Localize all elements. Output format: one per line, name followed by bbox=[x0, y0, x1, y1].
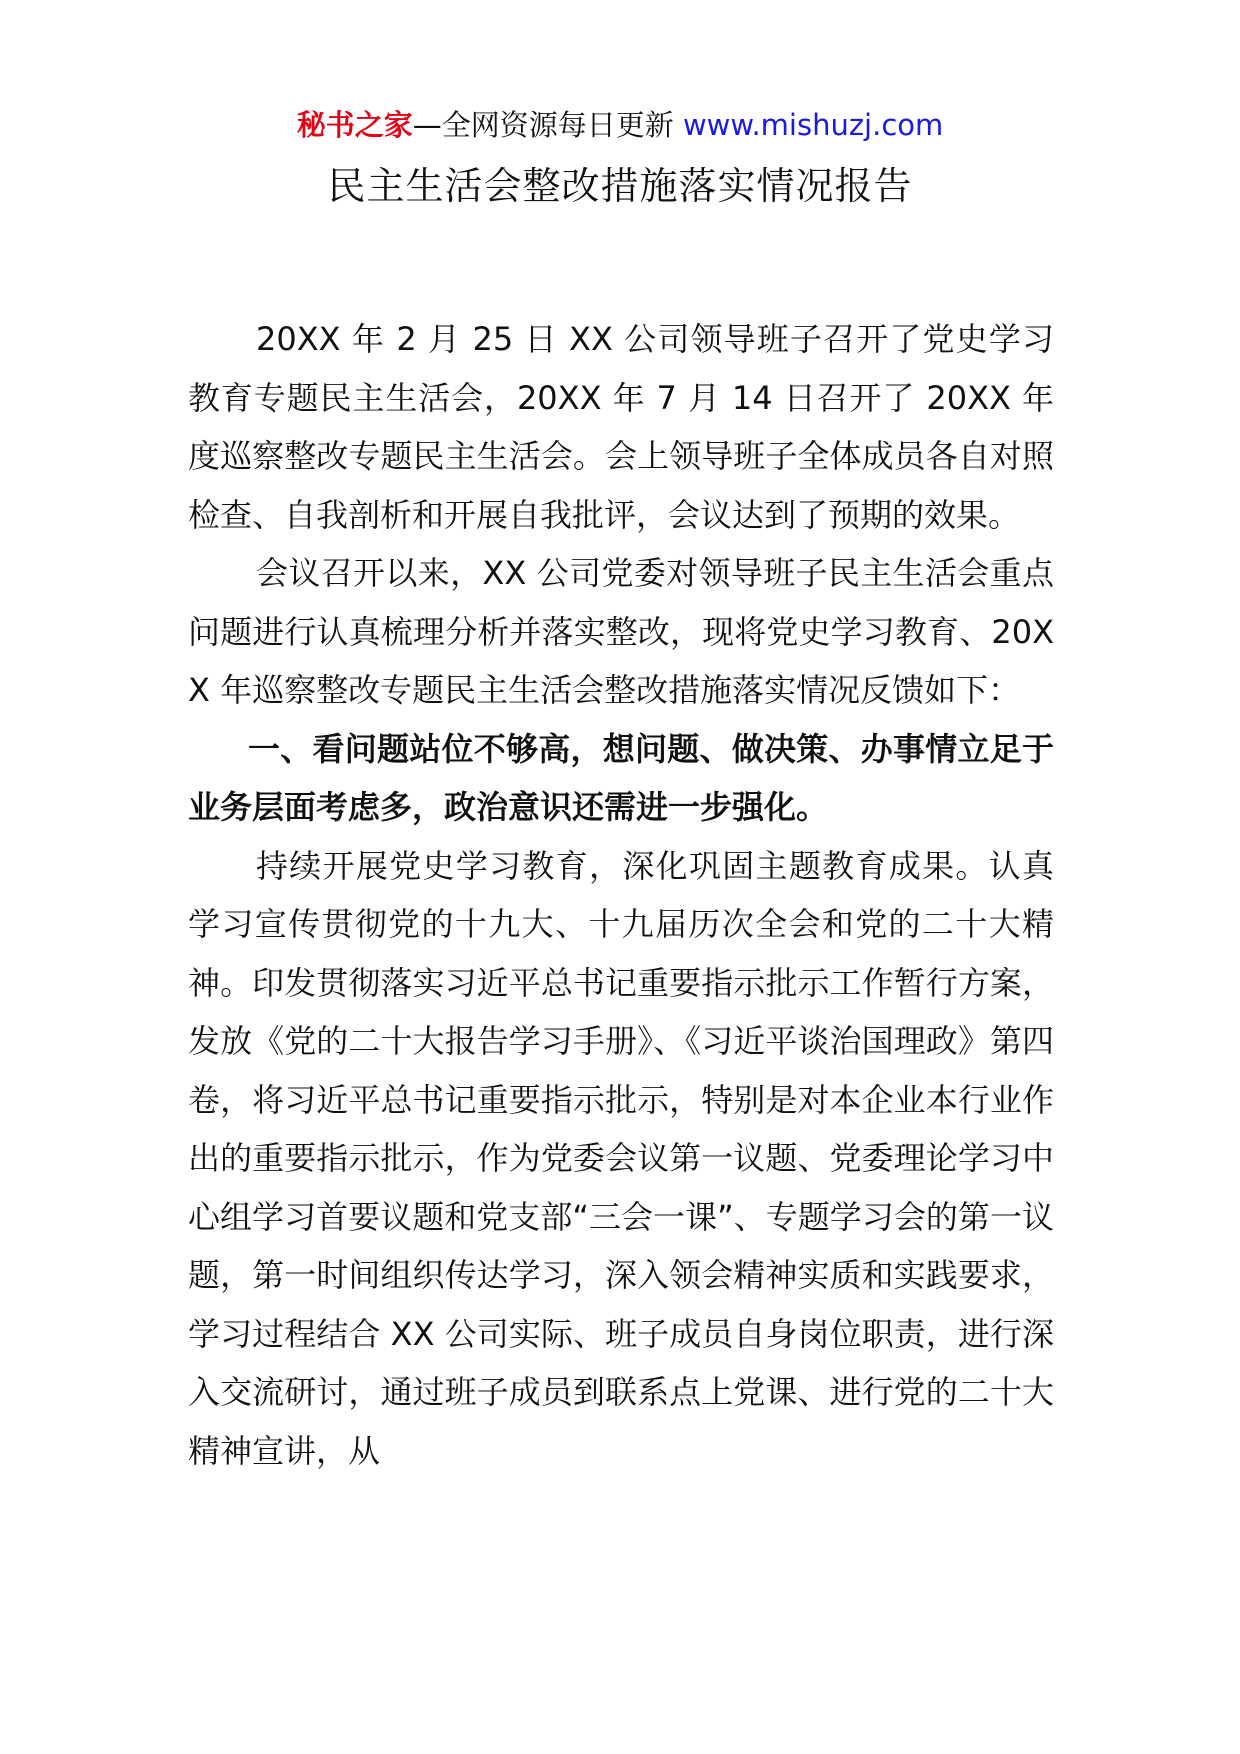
document-body bbox=[188, 310, 1054, 1480]
paragraph-overview: 会议召开以来，XX 公司党委对领导班子民主生活会重点问题进行认真梳理分析并落实整改，现将党史学习教育、20XX 年巡察整改专题民主生活会整改措施落实情况反馈如下： bbox=[188, 554, 1054, 709]
section-heading-1: 一、看问题站位不够高，想问题、做决策、办事情立足于业务层面考虑多，政治意识还需进一步强化。 bbox=[188, 729, 1054, 826]
document-title: 民主生活会整改措施落实情况报告 bbox=[327, 164, 913, 208]
paragraph-section-1: 持续开展党史学习教育，深化巩固主题教育成果。认真学习宣传贯彻党的十九大、十九届历次全会和党的二十大精神。印发贯彻落实习近平总书记重要指示批示工作暂行方案，发放《党的二十大报告学习手册》、《习近平谈治国理政》第四卷，将习近平总书记重要指示批示，特别是对本企业本行业作出的重要指示批示，作为党委会议第一议题、党委理论学习中心组学习首要议题和党支部“三会一课”、专题学习会的第一议题，第一时间组织传达学习，深入领会精神实质和实践要求，学习过程结合 XX 公司实际、班子成员自身岗位职责，进行深入交流研讨，通过班子成员到联系点上党课、进行党的二十大精神宣讲，从 bbox=[188, 846, 1054, 1470]
paragraph-intro: 20XX 年 2 月 25 日 XX 公司领导班子召开了党史学习教育专题民主生活会，20XX 年 7 月 14 日召开了 20XX 年度巡察整改专题民主生活会。会上领导班子全体成员各自对照检查、自我剖析和开展自我批评，会议达到了预期的效果。 bbox=[188, 320, 1054, 534]
site-header bbox=[0, 103, 1240, 147]
brand-name: 秘书之家 bbox=[296, 108, 413, 142]
website-link[interactable]: www.mishuzj.com bbox=[682, 108, 944, 142]
header-slogan: —全网资源每日更新 bbox=[412, 108, 683, 142]
